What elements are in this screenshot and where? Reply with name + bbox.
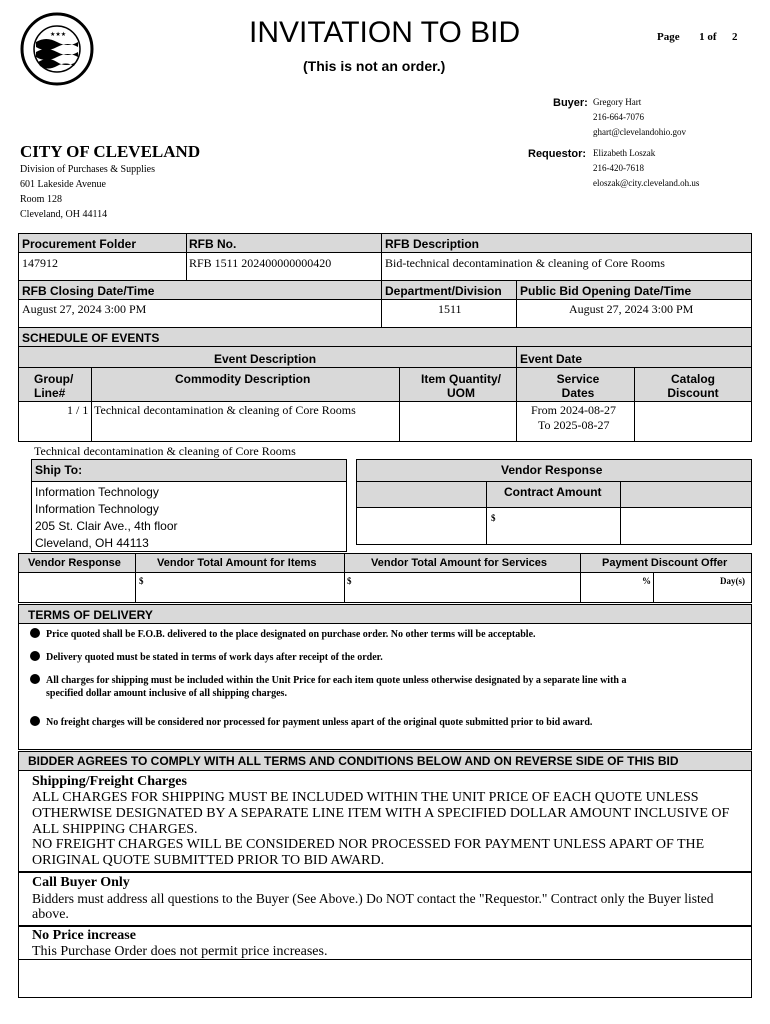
delivery-item-4 xyxy=(30,716,592,728)
price-increase-title: No Price increase xyxy=(32,928,136,943)
row-service-to: To 2025-08-27 xyxy=(538,418,610,432)
procurement-folder-label: Procurement Folder xyxy=(22,237,137,251)
page-indicator xyxy=(657,31,738,43)
payment-discount-label: Payment Discount Offer xyxy=(602,557,728,569)
buyer-email: ghart@clevelandohio.gov xyxy=(593,127,687,137)
total-items-input[interactable] xyxy=(146,574,342,601)
bullet-icon xyxy=(30,651,40,661)
page-of: of xyxy=(707,31,717,43)
closing-value: August 27, 2024 3:00 PM xyxy=(22,302,147,316)
vendor-response-label: Vendor Response xyxy=(501,463,603,477)
row-service-from: From 2024-08-27 xyxy=(531,403,616,417)
delivery-item-2 xyxy=(30,651,383,663)
item-note: Technical decontamination & cleaning of Core Rooms xyxy=(34,444,296,458)
buyer-phone: 216-664-7076 xyxy=(593,112,644,122)
shipping-line-5: ORIGINAL QUOTE SUBMITTED PRIOR TO BID AWARD. xyxy=(32,853,385,868)
schedule-title: SCHEDULE OF EVENTS xyxy=(22,331,160,345)
org-address-1: 601 Lakeside Avenue xyxy=(20,179,106,190)
event-description-label: Event Description xyxy=(214,352,317,366)
delivery-item-3-cont: specified dollar amount inclusive of all shipping charges. xyxy=(46,688,287,699)
call-buyer-line-2: above. xyxy=(32,907,69,922)
total-services-input[interactable] xyxy=(354,574,578,601)
rfb-description-value: Bid-technical decontamination & cleaning of Core Rooms xyxy=(385,256,665,270)
discount-days-input[interactable] xyxy=(655,574,718,601)
closing-label: RFB Closing Date/Time xyxy=(22,284,155,298)
shipping-line-4: NO FREIGHT CHARGES WILL BE CONSIDERED NOR PROCESSED FOR PAYMENT UNLESS APART OF THE xyxy=(32,837,705,852)
discount-percent-input[interactable] xyxy=(582,574,640,601)
org-name: CITY OF CLEVELAND xyxy=(20,142,201,161)
event-date-label: Event Date xyxy=(520,352,583,366)
ship-to-line-3: 205 St. Clair Ave., 4th floor xyxy=(35,519,178,533)
buyer-label: Buyer: xyxy=(553,97,588,109)
vendor-response-input[interactable] xyxy=(20,574,133,601)
contract-amount-input[interactable] xyxy=(498,510,618,542)
page-number: 1 xyxy=(699,31,705,43)
rfb-no-value: RFB 1511 202400000000420 xyxy=(189,256,332,270)
shipping-line-2: OTHERWISE DESIGNATED BY A SEPARATE LINE ITEM WITH A SPECIFIED DOLLAR AMOUNT INCLUSIVE OF xyxy=(32,806,730,821)
col-group-line: Group/ Line# xyxy=(34,372,74,400)
department-value: 1511 xyxy=(438,302,462,316)
ship-to-line-2: Information Technology xyxy=(35,502,159,516)
price-increase-line-1: This Purchase Order does not permit price increases. xyxy=(32,944,328,959)
department-label: Department/Division xyxy=(385,284,502,298)
bullet-icon xyxy=(30,716,40,726)
total-items-dollar: $ xyxy=(139,576,144,586)
vendor-row-response-label: Vendor Response xyxy=(28,557,121,569)
org-address-3: Cleveland, OH 44114 xyxy=(20,209,108,220)
bullet-icon xyxy=(30,628,40,638)
call-buyer-line-1: Bidders must address all questions to the Buyer (See Above.) Do NOT contact the "Requestor." Contract only the Buyer listed xyxy=(32,891,714,906)
city-seal xyxy=(20,12,94,86)
ship-to-line-1: Information Technology xyxy=(35,485,159,499)
col-item-qty: Item Quantity/ UOM xyxy=(420,372,501,400)
row-description: Technical decontamination & cleaning of Core Rooms xyxy=(94,403,356,417)
agree-title: BIDDER AGREES TO COMPLY WITH ALL TERMS AND CONDITIONS BELOW AND ON REVERSE SIDE OF THIS BID xyxy=(28,754,679,768)
contract-amount-dollar: $ xyxy=(491,513,496,523)
procurement-folder-value: 147912 xyxy=(22,256,58,270)
buyer-name: Gregory Hart xyxy=(593,97,642,107)
rfb-description-label: RFB Description xyxy=(385,237,480,251)
shipping-line-1: ALL CHARGES FOR SHIPPING MUST BE INCLUDED WITHIN THE UNIT PRICE OF EACH QUOTE UNLESS xyxy=(32,790,699,805)
ship-to-label: Ship To: xyxy=(35,463,83,477)
bullet-icon xyxy=(30,674,40,684)
total-services-label: Vendor Total Amount for Services xyxy=(371,557,548,569)
table-row xyxy=(19,403,751,439)
requestor-label: Requestor: xyxy=(528,148,587,160)
shipping-line-3: ALL SHIPPING CHARGES. xyxy=(32,822,198,837)
page-subtitle: (This is not an order.) xyxy=(303,58,446,74)
discount-percent: % xyxy=(642,576,651,586)
total-items-label: Vendor Total Amount for Items xyxy=(157,557,317,569)
page-title: INVITATION TO BID xyxy=(249,16,521,49)
delivery-text-3: All charges for shipping must be included within the Unit Price for each item quote unless otherwise designated by a separate line with a xyxy=(46,675,627,686)
svg-text:★★★: ★★★ xyxy=(50,31,67,38)
page-total: 2 xyxy=(732,31,738,43)
requestor-name: Elizabeth Loszak xyxy=(593,148,656,158)
org-address-2: Room 128 xyxy=(20,194,62,205)
total-services-dollar: $ xyxy=(347,576,352,586)
delivery-item-3 xyxy=(30,674,626,686)
opening-value: August 27, 2024 3:00 PM xyxy=(569,302,694,316)
page-label: Page xyxy=(657,31,680,43)
contract-amount-label: Contract Amount xyxy=(504,485,602,499)
ship-to-line-4: Cleveland, OH 44113 xyxy=(35,536,149,550)
delivery-item-1 xyxy=(30,628,536,640)
delivery-title: TERMS OF DELIVERY xyxy=(28,608,153,622)
delivery-text-1: Price quoted shall be F.O.B. delivered to the place designated on purchase order. No other terms will be acceptable. xyxy=(46,629,536,640)
delivery-text-4: No freight charges will be considered nor processed for payment unless apart of the original quote submitted prior to bid award. xyxy=(46,717,593,728)
requestor-email: eloszak@city.cleveland.oh.us xyxy=(593,178,700,188)
shipping-title: Shipping/Freight Charges xyxy=(32,774,187,789)
discount-days: Day(s) xyxy=(720,576,745,586)
col-commodity: Commodity Description xyxy=(175,372,311,386)
col-service-dates: Service Dates xyxy=(556,372,600,400)
call-buyer-title: Call Buyer Only xyxy=(32,875,130,890)
requestor-phone: 216-420-7618 xyxy=(593,163,644,173)
delivery-text-2: Delivery quoted must be stated in terms of work days after receipt of the order. xyxy=(46,652,383,663)
org-division: Division of Purchases & Supplies xyxy=(20,164,155,175)
opening-label: Public Bid Opening Date/Time xyxy=(520,284,692,298)
row-line-number: 1 / 1 xyxy=(67,403,89,417)
col-catalog-discount: Catalog Discount xyxy=(667,372,719,400)
rfb-no-label: RFB No. xyxy=(189,237,237,251)
